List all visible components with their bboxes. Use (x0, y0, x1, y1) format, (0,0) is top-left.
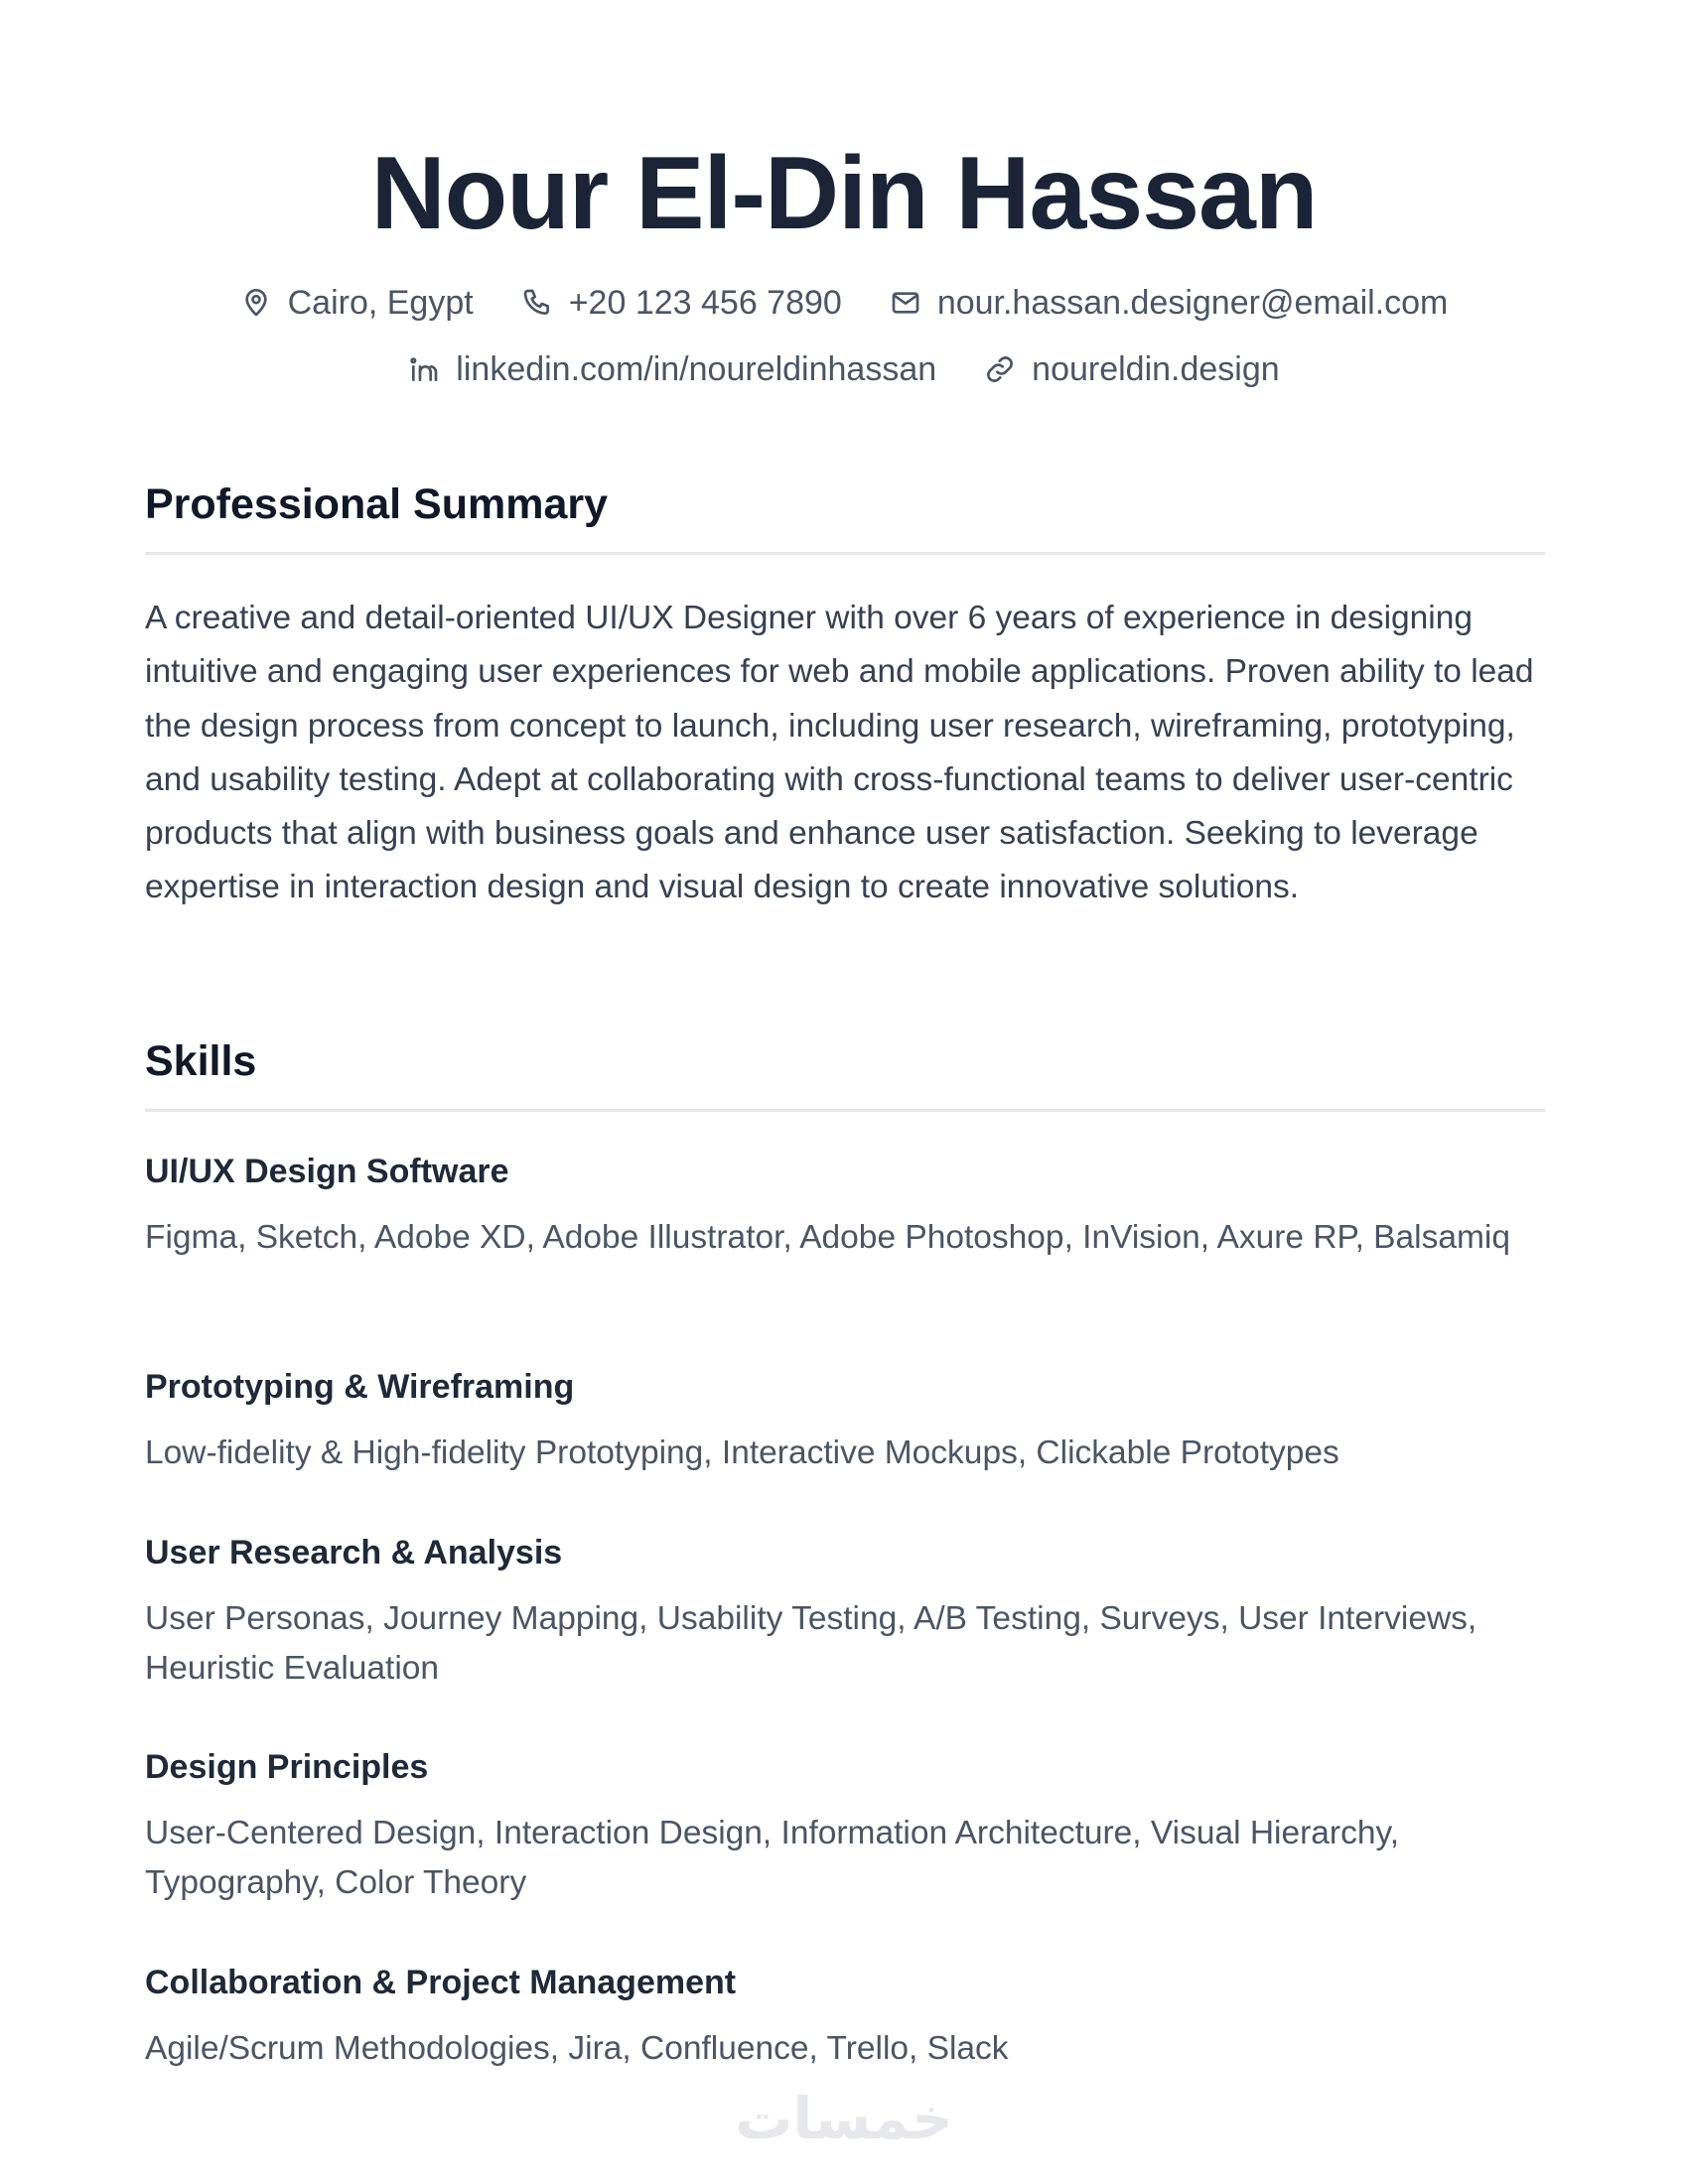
skill-category-name: UI/UX Design Software (145, 1153, 509, 1190)
skill-category-items: User-Centered Design, Interaction Design, Information Architecture, Visual Hierarchy, Typography, Color Theory (145, 1815, 1400, 1901)
map-pin-icon (240, 287, 272, 319)
contact-email[interactable] (890, 284, 1449, 323)
watermark-logo: خمسات (735, 2085, 953, 2152)
location-text: Cairo, Egypt (287, 283, 474, 322)
skill-category-items: Figma, Sketch, Adobe XD, Adobe Illustrator, Adobe Photoshop, InVision, Axure RP, Balsamiq (145, 1219, 1510, 1256)
skill-category (145, 1531, 1545, 1694)
contact-linkedin[interactable] (408, 350, 936, 389)
skill-category-items: User Personas, Journey Mapping, Usability Testing, A/B Testing, Surveys, User Interviews, Heuristic Evaluation (145, 1600, 1477, 1687)
phone-icon (521, 287, 553, 319)
summary-text: A creative and detail-oriented UI/UX Designer with over 6 years of experience in designing intuitive and engaging user experiences for web and mobile applications. Proven ability to lead the design process from concept to launch, including user research, wireframing, prototyping, and usability testing. Adept at collaborating with cross-functional teams to deliver user-centric products that align with business goals and enhance user satisfaction. Seeking to leverage expertise in interaction design and visual design to create innovative solutions. (145, 600, 1534, 906)
skill-category (145, 1365, 1545, 1478)
contact-location (240, 284, 474, 323)
linkedin-icon (408, 353, 440, 385)
email-link[interactable]: nour.hassan.designer@email.com (936, 283, 1449, 322)
candidate-name: Nour El-Din Hassan (370, 136, 1318, 251)
website-link[interactable]: noureldin.design (1032, 349, 1280, 388)
skill-category-items: Agile/Scrum Methodologies, Jira, Confluence, Trello, Slack (145, 2030, 1009, 2067)
skill-category (145, 1745, 1545, 1908)
phone-text[interactable]: +20 123 456 7890 (568, 283, 842, 322)
linkedin-link[interactable]: linkedin.com/in/noureldinhassan (456, 349, 937, 388)
contact-row-primary (0, 280, 1688, 326)
skills-divider (145, 1109, 1545, 1112)
summary-heading: Professional Summary (145, 480, 609, 528)
skill-category (145, 1961, 1545, 2074)
skills-heading: Skills (145, 1037, 257, 1085)
skill-category (145, 1150, 1545, 1263)
contact-row-secondary (0, 346, 1688, 392)
summary-divider (145, 552, 1545, 555)
skill-category-name: Design Principles (145, 1748, 429, 1786)
skill-category-name: Collaboration & Project Management (145, 1964, 737, 2001)
skill-category-name: Prototyping & Wireframing (145, 1368, 575, 1406)
link-icon (984, 353, 1016, 385)
skill-category-items: Low-fidelity & High-fidelity Prototyping, Interactive Mockups, Clickable Prototypes (145, 1434, 1339, 1471)
contact-phone[interactable] (521, 284, 842, 323)
skill-category-name: User Research & Analysis (145, 1534, 563, 1571)
mail-icon (890, 287, 921, 319)
contact-website[interactable] (984, 350, 1280, 389)
